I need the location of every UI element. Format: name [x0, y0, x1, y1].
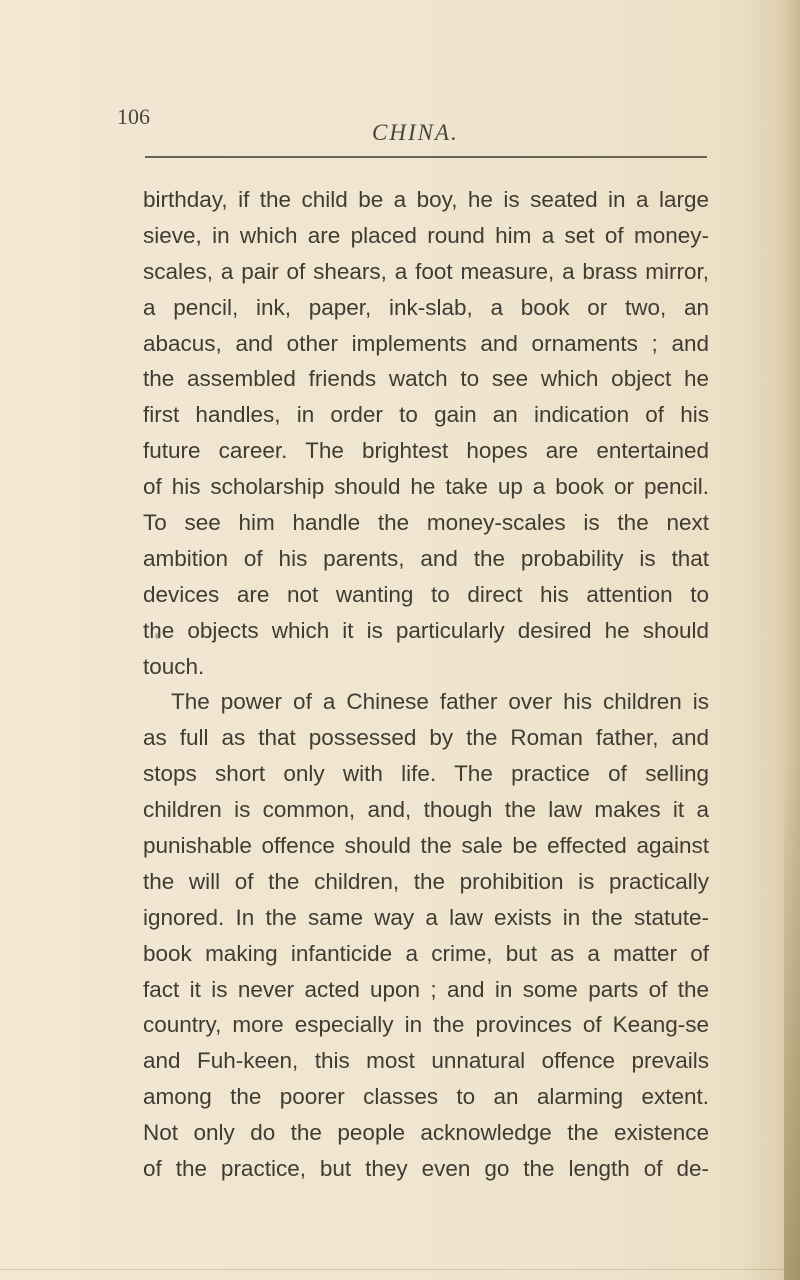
text-line: To see him handle the money-scales is the next	[143, 510, 709, 536]
text-line: punishable offence should the sale be effected against	[143, 833, 709, 859]
text-line: country, more especially in the provinces of Keang-se	[143, 1012, 709, 1038]
text-line: abacus, and other implements and ornaments ; and	[143, 330, 709, 356]
text-line: future career. The brightest hopes are entertained	[143, 438, 709, 464]
text-line: the assembled friends watch to see which object he	[143, 366, 709, 392]
paragraph	[143, 182, 709, 684]
text-line: of the practice, but they even go the length of de-	[143, 1156, 709, 1182]
text-line: book making infanticide a crime, but as a matter of	[143, 940, 709, 966]
running-title: CHINA.	[372, 120, 459, 145]
text-line: ambition of his parents, and the probability is that	[143, 545, 709, 571]
text-line: of his scholarship should he take up a book or pencil.	[143, 474, 709, 500]
text-line: The power of a Chinese father over his children is	[171, 689, 709, 715]
text-line: sieve, in which are placed round him a set of money-	[143, 222, 709, 248]
text-line: the will of the children, the prohibition is practically	[143, 868, 709, 894]
paragraph	[143, 684, 709, 1186]
page-edge-stain	[784, 760, 800, 1280]
text-line: touch.	[143, 653, 205, 679]
text-line: Not only do the people acknowledge the existence	[143, 1120, 709, 1146]
page-bottom-edge	[0, 1269, 800, 1270]
text-line: ignored. In the same way a law exists in the statute-	[143, 904, 709, 930]
text-line: fact it is never acted upon ; and in some parts of the	[143, 976, 709, 1002]
text-line: devices are not wanting to direct his attention to	[143, 581, 709, 607]
text-line: birthday, if the child be a boy, he is seated in a large	[143, 187, 709, 212]
text-line: children is common, and, though the law makes it a	[143, 797, 709, 823]
text-line: scales, a pair of shears, a foot measure, a brass mirror,	[143, 258, 709, 284]
text-line: a pencil, ink, paper, ink-slab, a book or two, an	[143, 294, 709, 320]
text-line: the objects which it is particularly desired he should	[143, 617, 709, 643]
header-rule	[145, 156, 707, 158]
text-line: as full as that possessed by the Roman father, and	[143, 725, 709, 751]
text-line: stops short only with life. The practice of selling	[143, 761, 709, 787]
text-line: among the poorer classes to an alarming extent.	[143, 1084, 709, 1110]
page-number: 106	[117, 104, 150, 129]
body-text	[143, 182, 709, 1187]
text-line: and Fuh-keen, this most unnatural offence prevails	[143, 1048, 709, 1074]
text-line: first handles, in order to gain an indication of his	[143, 402, 709, 428]
